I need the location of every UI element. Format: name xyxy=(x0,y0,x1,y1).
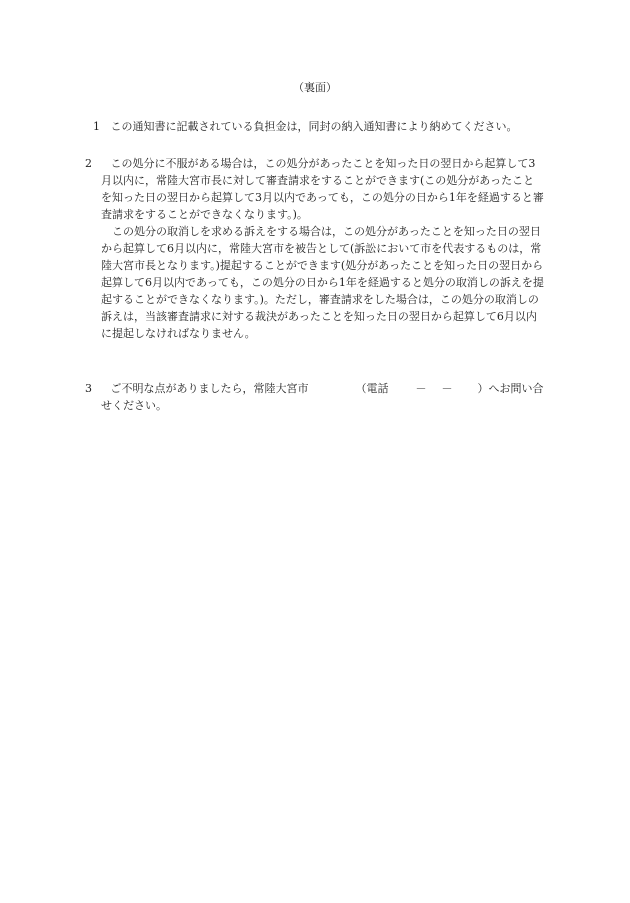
item-number: 1 xyxy=(93,120,100,133)
item-text-after: ）へお問い合せください。 xyxy=(101,382,544,412)
phone-dash-1: － xyxy=(415,382,427,395)
item-paragraph-1: この処分に不服がある場合は，この処分があったことを知った日の翌日から起算して3月以内に，常陸大宮市長に対して審査請求をすることができます(この処分があったことを知った日の翌日から起算して3月以内であっても，この処分の日から1年を経過すると審査請求をすることができなくなります。)。 xyxy=(101,157,544,221)
notice-item-1 xyxy=(93,118,545,135)
phone-label: （電話 xyxy=(355,382,389,395)
item-paragraph-2: この処分の取消しを求める訴えをする場合は，この処分があったことを知った日の翌日から起算して6月以内に，常陸大宮市を被告として(訴訟において市を代表するものは，常陸大宮市長となります。)提起することができます(処分があったことを知った日の翌日から起算して6月以内であっても，この処分の日から1年を経過すると処分の取消しの訴えを提起することができなくなります。)。ただし，審査請求をした場合は，この処分の取消しの訴えは，当該審査請求に対する裁決があったことを知った日の翌日から起算して6月以内に提起しなければなりません。 xyxy=(101,225,544,340)
notice-item-3 xyxy=(85,380,545,414)
item-text: この通知書に記載されている負担金は，同封の納入通知書により納めてください。 xyxy=(110,120,518,133)
item-paragraph-2-wrap xyxy=(93,223,545,342)
phone-dash-2: － xyxy=(441,382,453,395)
notice-item-2 xyxy=(85,155,545,342)
item-text-before: ご不明な点がありましたら，常陸大宮市 xyxy=(110,382,309,395)
page-title: （裏面） xyxy=(293,81,337,94)
item-number: 3 xyxy=(85,382,92,395)
item-number: 2 xyxy=(85,157,92,170)
